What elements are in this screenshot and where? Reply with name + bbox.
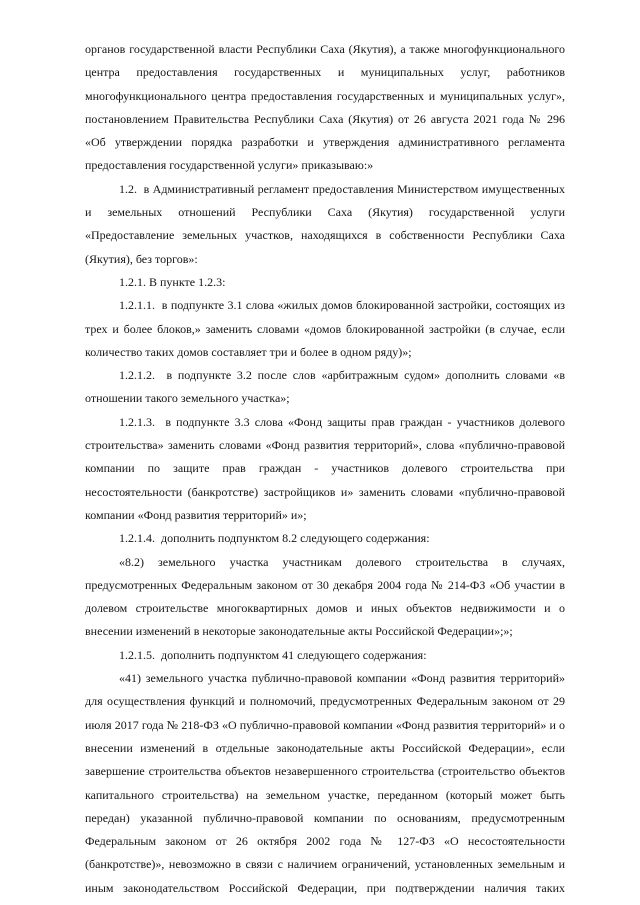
paragraph-1-2-1-4: 1.2.1.4. дополнить подпунктом 8.2 следующего содержания: (119, 531, 430, 546)
paragraph-1-2-1-2: 1.2.1.2. в подпункте 3.2 после слов «арбитражным судом» дополнить словами «в отношении такого земельного участка»; (85, 368, 565, 406)
paragraph-subclause-8-2: «8.2) земельного участка участникам долевого строительства в случаях, предусмотренных Федеральным законом от 30 декабря 2004 года № 214-ФЗ «Об участии в долевом строительстве многоквартирных домов и иных объектов недвижимости и о внесении изменений в некоторые законодательные акты Российской Федерации»;»; (85, 554, 565, 639)
paragraph-continuation: органов государственной власти Республики Саха (Якутия), а также многофункционального центра предоставления государственных и муниципальных услуг, работников многофункционального центра предоставления государственных и муниципальных услуг», постановлением Правительства Республики Саха (Якутия) от 26 августа 2021 года № 296 «Об утверждении порядка разработки и утверждения административного регламента предоставления государственной услуги» приказываю:» (85, 42, 565, 173)
paragraph-subclause-41: «41) земельного участка публично-правовой компании «Фонд развития территорий» для осуществления функций и полномочий, предусмотренных Федеральным законом от 29 июля 2017 года № 218-ФЗ «О публично-правовой компании «Фонд развития территорий» и о внесении изменений в отдельные законодательные акты Российской Федерации», если завершение строительства объектов незавершенного строительства (строительство объектов капитального строительства) на земельном участке, переданном (который может быть передан) указанной публично-правовой компании по основаниям, предусмотренным Федеральным законом от 26 октября 2002 года № 127-ФЗ «О несостоятельности (банкротстве)», невозможно в связи с наличием ограничений, установленных земельным и иным законодательством Российской Федерации, при подтверждении наличия таких (85, 671, 565, 895)
document-body (85, 38, 565, 900)
paragraph-1-2-1-3: 1.2.1.3. в подпункте 3.3 слова «Фонд защиты прав граждан - участников долевого строительства» заменить словами «Фонд развития территорий», слова «публично-правовой компании по защите прав граждан - участников долевого строительства при несостоятельности (банкротстве) застройщиков и» заменить словами «публично-правовой компании «Фонд развития территорий» и»; (85, 414, 565, 522)
paragraph-1-2-1-1: 1.2.1.1. в подпункте 3.1 слова «жилых домов блокированной застройки, состоящих из трех и более блоков,» заменить словами «домов блокированной застройки (в случае, если количество таких домов составляет три и более в одном ряду)»; (85, 298, 565, 359)
paragraph-1-2-1-5: 1.2.1.5. дополнить подпунктом 41 следующего содержания: (119, 647, 427, 662)
paragraph-1-2-1: 1.2.1. В пункте 1.2.3: (119, 274, 226, 289)
paragraph-1-2: 1.2. в Административный регламент предоставления Министерством имущественных и земельных отношений Республики Саха (Якутия) государственной услуги «Предоставление земельных участков, находящихся в собственности Республики Саха (Якутия), без торгов»: (85, 181, 565, 266)
